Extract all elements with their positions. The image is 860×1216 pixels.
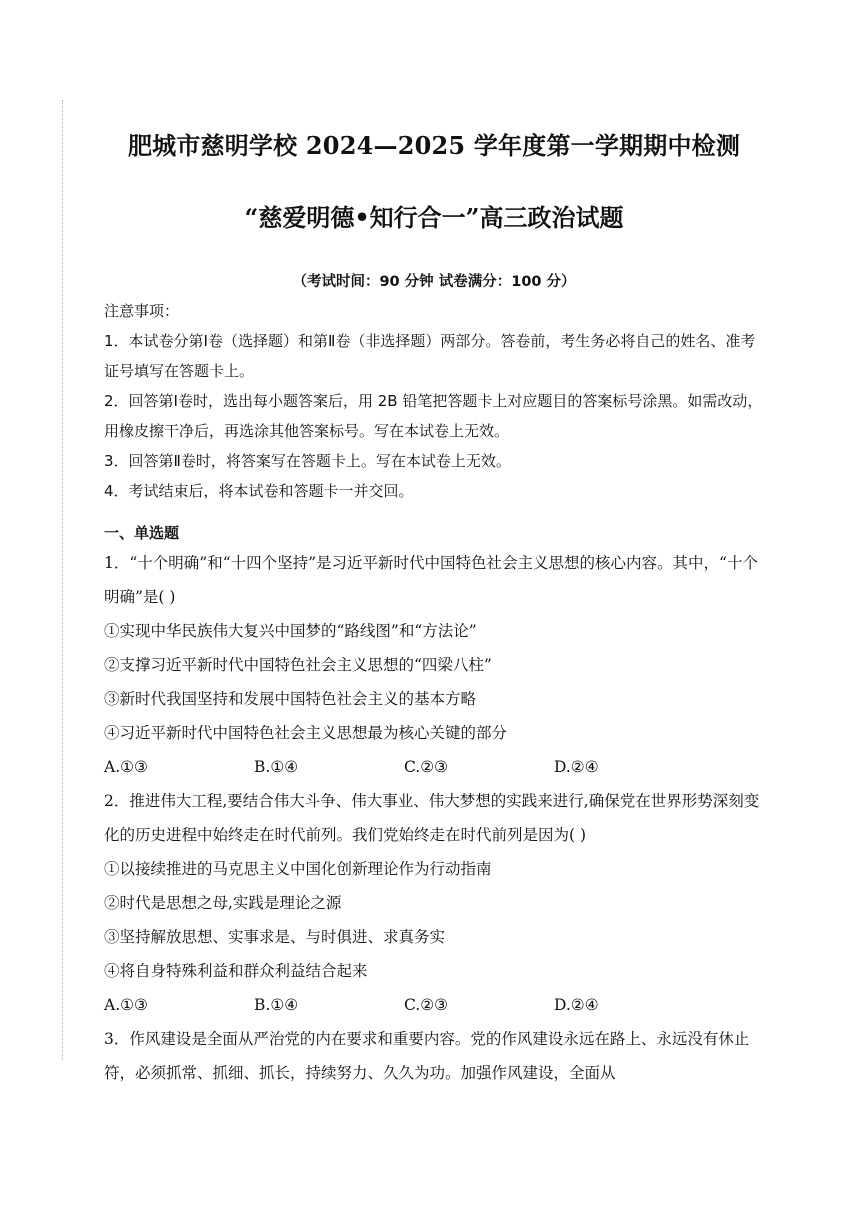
section-title: 一、单选题	[104, 524, 180, 542]
question-3	[104, 1022, 764, 1090]
question-option: ①以接续推进的马克思主义中国化创新理论作为行动指南	[104, 860, 492, 878]
choice-b: B.①④	[254, 996, 299, 1014]
question-option: ①实现中华民族伟大复兴中国梦的“路线图”和“方法论”	[104, 622, 477, 640]
notice-item: 1．本试卷分第Ⅰ卷（选择题）和第Ⅱ卷（非选择题）两部分。答卷前，考生务必将自己的姓名、准考证号填写在答题卡上。	[104, 332, 756, 380]
document-page	[104, 122, 764, 1090]
question-2	[104, 784, 764, 1022]
choice-c: C.②③	[404, 996, 449, 1014]
question-stem: 2．推进伟大工程,要结合伟大斗争、伟大事业、伟大梦想的实践来进行,确保党在世界形势深刻变化的历史进程中始终走在时代前列。我们党始终走在时代前列是因为( )	[104, 792, 760, 844]
question-1	[104, 546, 764, 784]
question-option: ③坚持解放思想、实事求是、与时俱进、求真务实	[104, 928, 446, 946]
answer-choices	[104, 988, 764, 1022]
notice-item: 3．回答第Ⅱ卷时，将答案写在答题卡上。写在本试卷上无效。	[104, 452, 511, 470]
choice-d: D.②④	[554, 758, 599, 776]
notice-title: 注意事项：	[104, 302, 180, 320]
exam-time-info: （考试时间：90 分钟 试卷满分：100 分）	[292, 274, 576, 290]
margin-guide-line	[62, 100, 63, 1060]
answer-choices	[104, 750, 764, 784]
choice-b: B.①④	[254, 758, 299, 776]
exam-title: 肥城市慈明学校 2024—2025 学年度第一学期期中检测	[127, 131, 741, 160]
exam-subtitle: “慈爱明德•知行合一”高三政治试题	[244, 203, 624, 232]
question-stem: 1．“十个明确”和“十四个坚持”是习近平新时代中国特色社会主义思想的核心内容。其中，“十个明确”是( )	[104, 554, 758, 606]
question-option: ②时代是思想之母,实践是理论之源	[104, 894, 342, 912]
choice-a: A.①③	[104, 758, 148, 776]
question-option: ④将自身特殊利益和群众利益结合起来	[104, 962, 368, 980]
notice-item: 4．考试结束后，将本试卷和答题卡一并交回。	[104, 482, 414, 500]
question-option: ②支撑习近平新时代中国特色社会主义思想的“四梁八柱”	[104, 656, 492, 674]
question-option: ④习近平新时代中国特色社会主义思想最为核心关键的部分	[104, 724, 508, 742]
choice-a: A.①③	[104, 996, 148, 1014]
notice-item: 2．回答第Ⅰ卷时，选出每小题答案后，用 2B 铅笔把答题卡上对应题目的答案标号涂黑。如需改动，用橡皮擦干净后，再选涂其他答案标号。写在本试卷上无效。	[104, 392, 763, 440]
question-stem: 3．作风建设是全面从严治党的内在要求和重要内容。党的作风建设永远在路上、永远没有休止符，必须抓常、抓细、抓长，持续努力、久久为功。加强作风建设，全面从	[104, 1030, 750, 1082]
choice-c: C.②③	[404, 758, 449, 776]
question-option: ③新时代我国坚持和发展中国特色社会主义的基本方略	[104, 690, 477, 708]
choice-d: D.②④	[554, 996, 599, 1014]
